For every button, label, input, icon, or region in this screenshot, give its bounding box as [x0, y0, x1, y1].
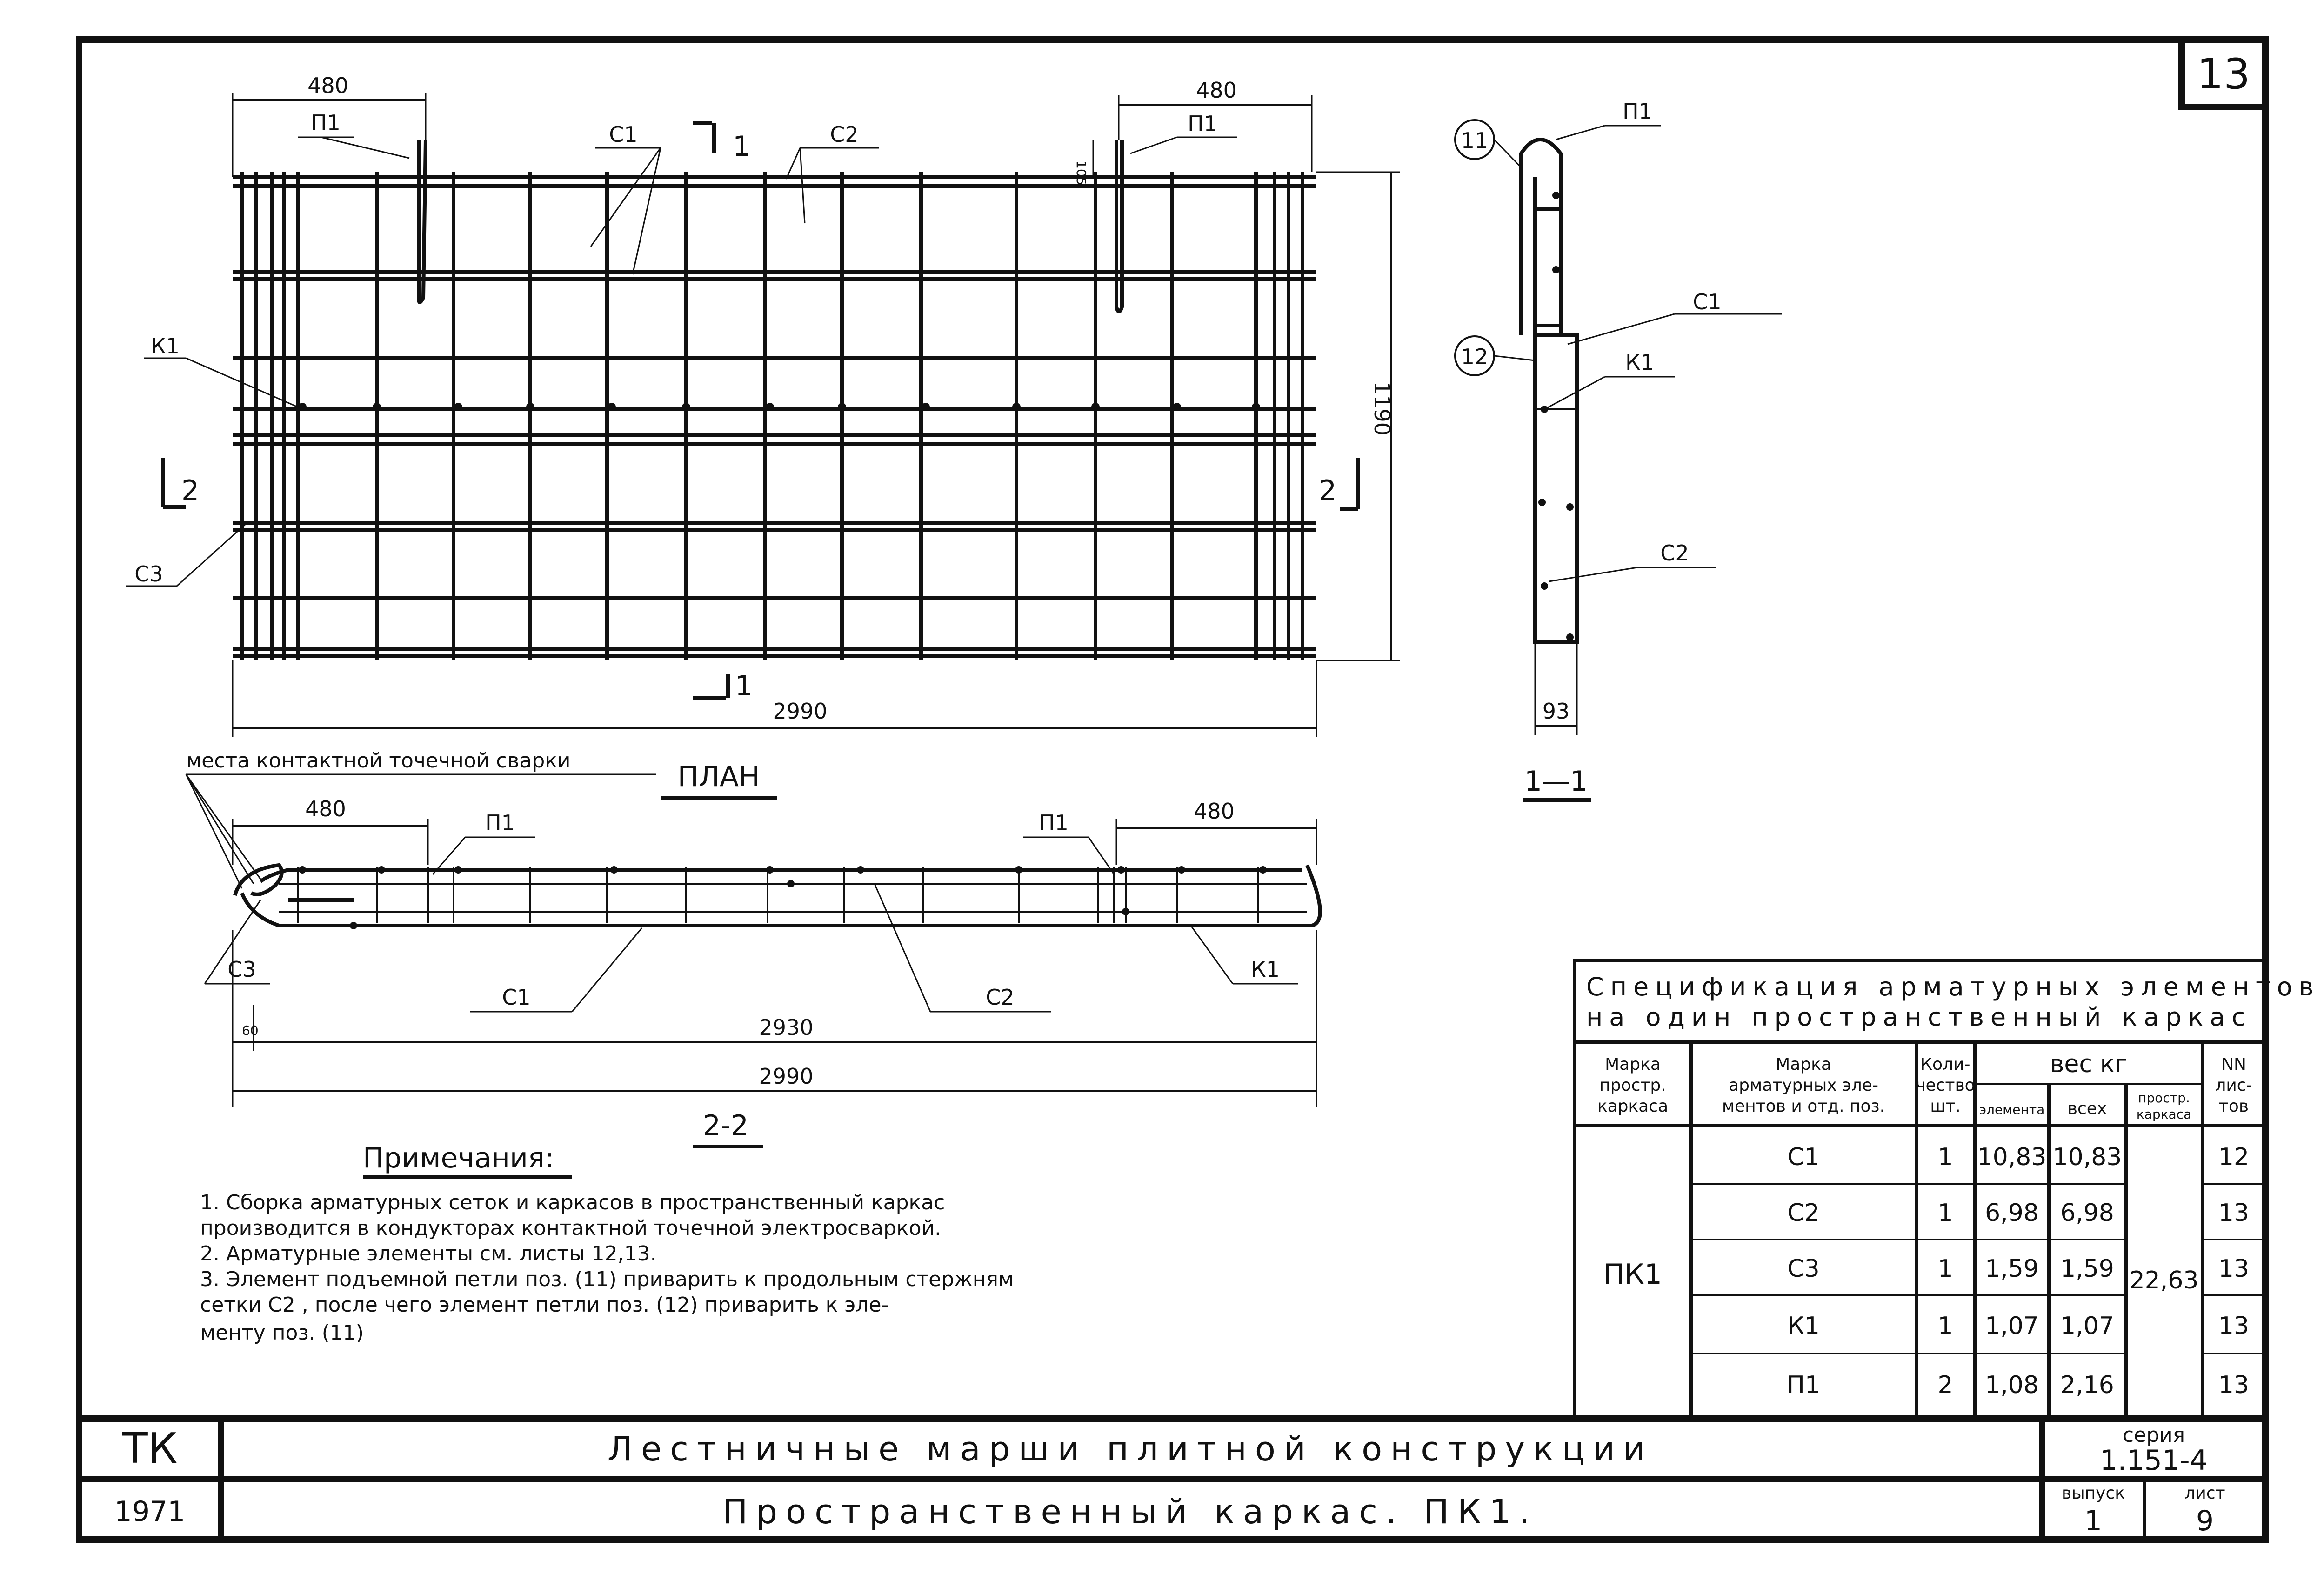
spec-head-col2-a: Марка [1776, 1055, 1831, 1074]
spec-cell-qty: 2 [1937, 1371, 1953, 1399]
spec-cell-mark: С2 [1787, 1199, 1820, 1227]
plan-loop-p1-left [419, 140, 426, 302]
spec-cell-sheet: 13 [2218, 1312, 2250, 1340]
spec-table [1575, 960, 2320, 1419]
title-sub: Пространственный каркас. ПК1. [722, 1492, 1538, 1531]
table-row [1787, 1199, 2249, 1227]
section22-dim-2990: 2990 [759, 1064, 814, 1089]
title-block [79, 1419, 2265, 1540]
plan-dim-2990: 2990 [773, 699, 828, 724]
plan-longitudinal-bars [233, 177, 1316, 656]
spec-head-col1-c: каркаса [1597, 1097, 1669, 1116]
notes-line-6: менту поз. (11) [200, 1321, 364, 1345]
spec-cell-sheet: 12 [2218, 1143, 2250, 1171]
plan-label-c1: С1 [609, 122, 638, 147]
section11-label-c1: С1 [1693, 289, 1722, 314]
title-series-label: серия [2122, 1423, 2185, 1447]
spec-cell-sheet: 13 [2218, 1255, 2250, 1283]
spec-cell-elem: 1,07 [1985, 1312, 2039, 1340]
title-code: ТК [122, 1424, 178, 1473]
title-issue-value: 1 [2084, 1505, 2103, 1537]
spec-head-col5: всех [2067, 1099, 2107, 1118]
spec-cell-qty: 1 [1937, 1255, 1953, 1283]
spec-head-col1-b: простр. [1599, 1076, 1666, 1095]
spec-head-col6-b: каркаса [2136, 1107, 2192, 1122]
spec-cell-mark: К1 [1787, 1312, 1820, 1340]
spec-cell-qty: 1 [1937, 1199, 1953, 1227]
section22-label-c1: С1 [502, 985, 531, 1010]
section22-label-p1-right: П1 [1039, 810, 1069, 835]
plan-label-k1: К1 [151, 333, 180, 359]
section11-label-c2: С2 [1660, 540, 1689, 566]
plan-section-2-left: 2 [181, 474, 200, 507]
title-main: Лестничные марши плитной конструкции [607, 1429, 1654, 1468]
spec-head-weight: вес кг [2050, 1050, 2128, 1078]
section11-dim-93: 93 [1542, 699, 1570, 724]
table-row [1787, 1371, 2249, 1399]
spec-cell-elem: 6,98 [1985, 1199, 2039, 1227]
plan-section-2-right: 2 [1319, 474, 1337, 507]
spec-head-col7-b: лис- [2215, 1076, 2252, 1095]
section22-label-k1: К1 [1251, 957, 1280, 982]
spec-cell-sheet: 13 [2218, 1371, 2250, 1399]
spec-head-col2-b: арматурных эле- [1729, 1076, 1878, 1095]
spec-cell-mark: П1 [1786, 1371, 1821, 1399]
spec-head-col7-c: тов [2218, 1097, 2249, 1116]
plan-label-p1-left: П1 [311, 110, 341, 135]
title-year: 1971 [114, 1495, 186, 1528]
section22-dim-480-right: 480 [1194, 799, 1235, 824]
notes-block [200, 1142, 1014, 1345]
plan-loop-p1-right [1116, 140, 1122, 312]
plan-title: ПЛАН [677, 760, 760, 793]
plan-transverse-bars [242, 172, 1302, 660]
section11-label-11: 11 [1461, 128, 1489, 153]
spec-head-col7-a: NN [2221, 1055, 2246, 1074]
notes-line-2: производится в кондукторах контактной точечной электросваркой. [200, 1216, 942, 1240]
spec-cell-elem: 1,59 [1985, 1255, 2039, 1283]
spec-cell-qty: 1 [1937, 1143, 1953, 1171]
spec-head-col3-c: шт. [1930, 1097, 1961, 1116]
section22-dim-480-left: 480 [305, 796, 346, 821]
sheet-number: 13 [2197, 50, 2251, 99]
notes-line-1: 1. Сборка арматурных сеток и каркасов в пространственный каркас [200, 1191, 945, 1214]
spec-head-col2-c: ментов и отд. поз. [1722, 1097, 1885, 1116]
spec-cell-all: 6,98 [2060, 1199, 2114, 1227]
section22-title: 2-2 [703, 1109, 748, 1142]
table-row [1787, 1312, 2249, 1340]
plan-section-1-bottom: 1 [735, 670, 753, 702]
plan-dim-480-right: 480 [1196, 78, 1237, 103]
plan-label-c2: С2 [830, 122, 859, 147]
spec-cell-all: 10,83 [2052, 1143, 2122, 1171]
spec-title-line2: на один пространственный каркас [1586, 1002, 2252, 1032]
section11-label-p1: П1 [1623, 99, 1652, 124]
spec-cell-mark: С3 [1787, 1255, 1820, 1283]
spec-cell-elem: 10,83 [1977, 1143, 2047, 1171]
table-row [1787, 1143, 2249, 1171]
spec-cell-all: 1,07 [2060, 1312, 2114, 1340]
notes-heading: Примечания: [363, 1142, 554, 1174]
spec-head-col3-b: чество [1916, 1076, 1975, 1095]
title-issue-label: выпуск [2061, 1484, 2125, 1503]
title-sheet-label: лист [2184, 1484, 2225, 1503]
spec-head-col4: элемента [1979, 1102, 2045, 1117]
section22-dim-60: 60 [242, 1023, 259, 1038]
title-sheet-value: 9 [2196, 1505, 2214, 1537]
spec-head-col6-a: простр. [2138, 1090, 2190, 1106]
section11-label-12: 12 [1461, 344, 1489, 369]
section22-dim-2930: 2930 [759, 1015, 814, 1040]
section22-label-p1-left: П1 [485, 810, 515, 835]
spec-cell-qty: 1 [1937, 1312, 1953, 1340]
plan-view [126, 73, 1400, 798]
plan-section-1-top: 1 [733, 130, 751, 163]
notes-line-3: 2. Арматурные элементы см. листы 12,13. [200, 1242, 657, 1266]
section11-title: 1—1 [1524, 765, 1588, 798]
section-2-2-view [186, 749, 1320, 1147]
section22-label-c3: С3 [227, 957, 256, 982]
spec-frame-total: 22,63 [2129, 1267, 2199, 1294]
section22-label-c2: С2 [986, 985, 1015, 1010]
spec-cell-mark: С1 [1787, 1143, 1820, 1171]
spec-title-line1: Спецификация арматурных элементов [1586, 972, 2320, 1001]
section-1-1-view [1455, 99, 1782, 800]
plan-dim-480-left: 480 [307, 73, 348, 98]
spec-head-col1-a: Марка [1605, 1055, 1661, 1074]
plan-label-c3: С3 [134, 561, 163, 587]
plan-dim-1190: 1190 [1369, 381, 1395, 436]
section11-label-k1: К1 [1625, 350, 1654, 375]
title-series-value: 1.151-4 [2100, 1444, 2208, 1477]
spec-frame-mark: ПК1 [1603, 1258, 1662, 1291]
notes-line-5: сетки С2 , после чего элемент петли поз. (12) приварить к эле- [200, 1293, 889, 1317]
spec-head-col3-a: Коли- [1920, 1055, 1970, 1074]
plan-label-p1-right: П1 [1188, 111, 1217, 136]
section22-weld-note: места контактной точечной сварки [186, 749, 571, 773]
spec-cell-all: 1,59 [2060, 1255, 2114, 1283]
spec-cell-elem: 1,08 [1985, 1371, 2039, 1399]
spec-cell-sheet: 13 [2218, 1199, 2250, 1227]
spec-cell-all: 2,16 [2060, 1371, 2114, 1399]
notes-line-4: 3. Элемент подъемной петли поз. (11) приварить к продольным стержням [200, 1267, 1014, 1291]
plan-dim-105: 105 [1074, 160, 1089, 186]
